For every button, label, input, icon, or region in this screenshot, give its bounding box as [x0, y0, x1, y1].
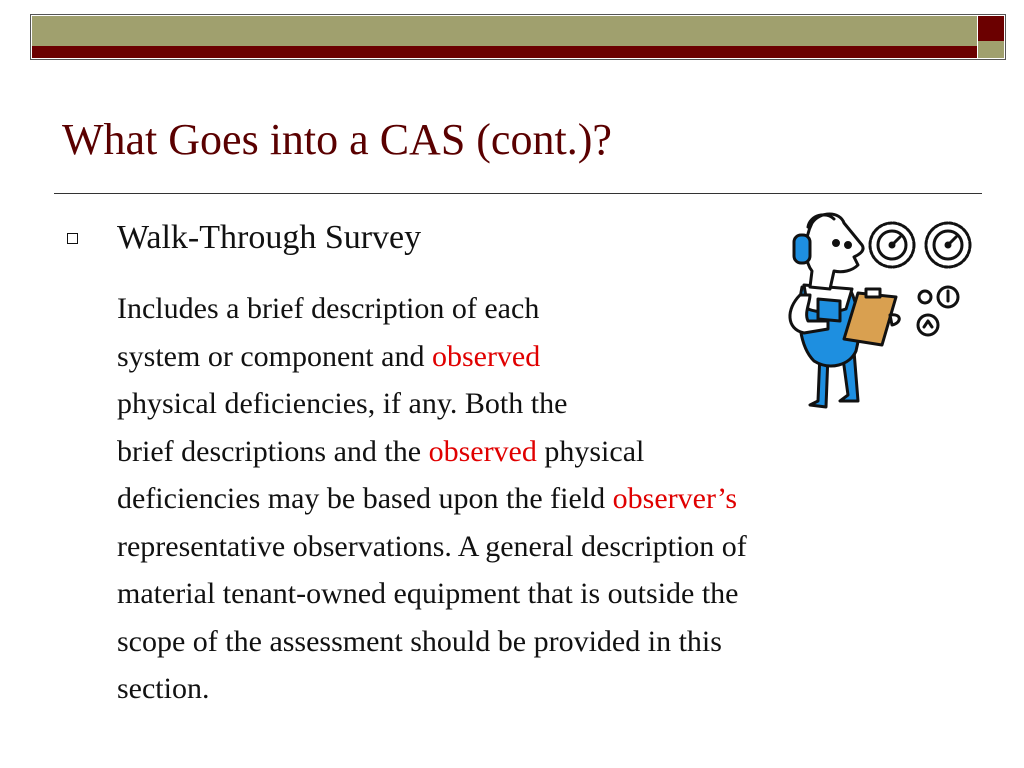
body-text-segment: physical: [536, 434, 645, 468]
body-text-segment: section.: [117, 672, 210, 705]
body-line: [117, 523, 977, 571]
body-text-segment: deficiencies may be based upon the field: [117, 482, 613, 515]
header-corner-square-bottom: [978, 41, 1004, 58]
inspector-clipart: [770, 205, 985, 415]
bullet-square-icon: [67, 233, 78, 244]
bullet-heading: Walk-Through Survey: [117, 219, 422, 256]
body-text-segment: material tenant-owned equipment that is outside the: [117, 577, 739, 610]
highlighted-term: observer’s: [612, 482, 738, 515]
body-text-segment: brief descriptions and the: [117, 434, 429, 468]
body-line: [117, 618, 977, 666]
header-corner-square-top: [978, 16, 1004, 41]
body-text-segment: system or component and: [117, 339, 432, 373]
body-text-segment: representative observations. A general description of: [117, 529, 747, 563]
body-line: [117, 570, 977, 618]
header-maroon-bar: [32, 46, 977, 58]
highlighted-term: observed: [428, 434, 537, 468]
header-olive-bar: [32, 16, 977, 46]
title-divider: [54, 193, 982, 194]
body-text-segment: Includes a brief description of each: [117, 292, 540, 325]
slide-title: What Goes into a CAS (cont.)?: [62, 115, 612, 164]
highlighted-term: observed: [431, 339, 541, 373]
body-line: [117, 665, 977, 713]
body-text-segment: scope of the assessment should be provided in this: [117, 624, 722, 658]
body-text-segment: physical deficiencies, if any. Both the: [117, 387, 568, 420]
body-line: [117, 428, 977, 476]
body-line: [117, 475, 977, 523]
